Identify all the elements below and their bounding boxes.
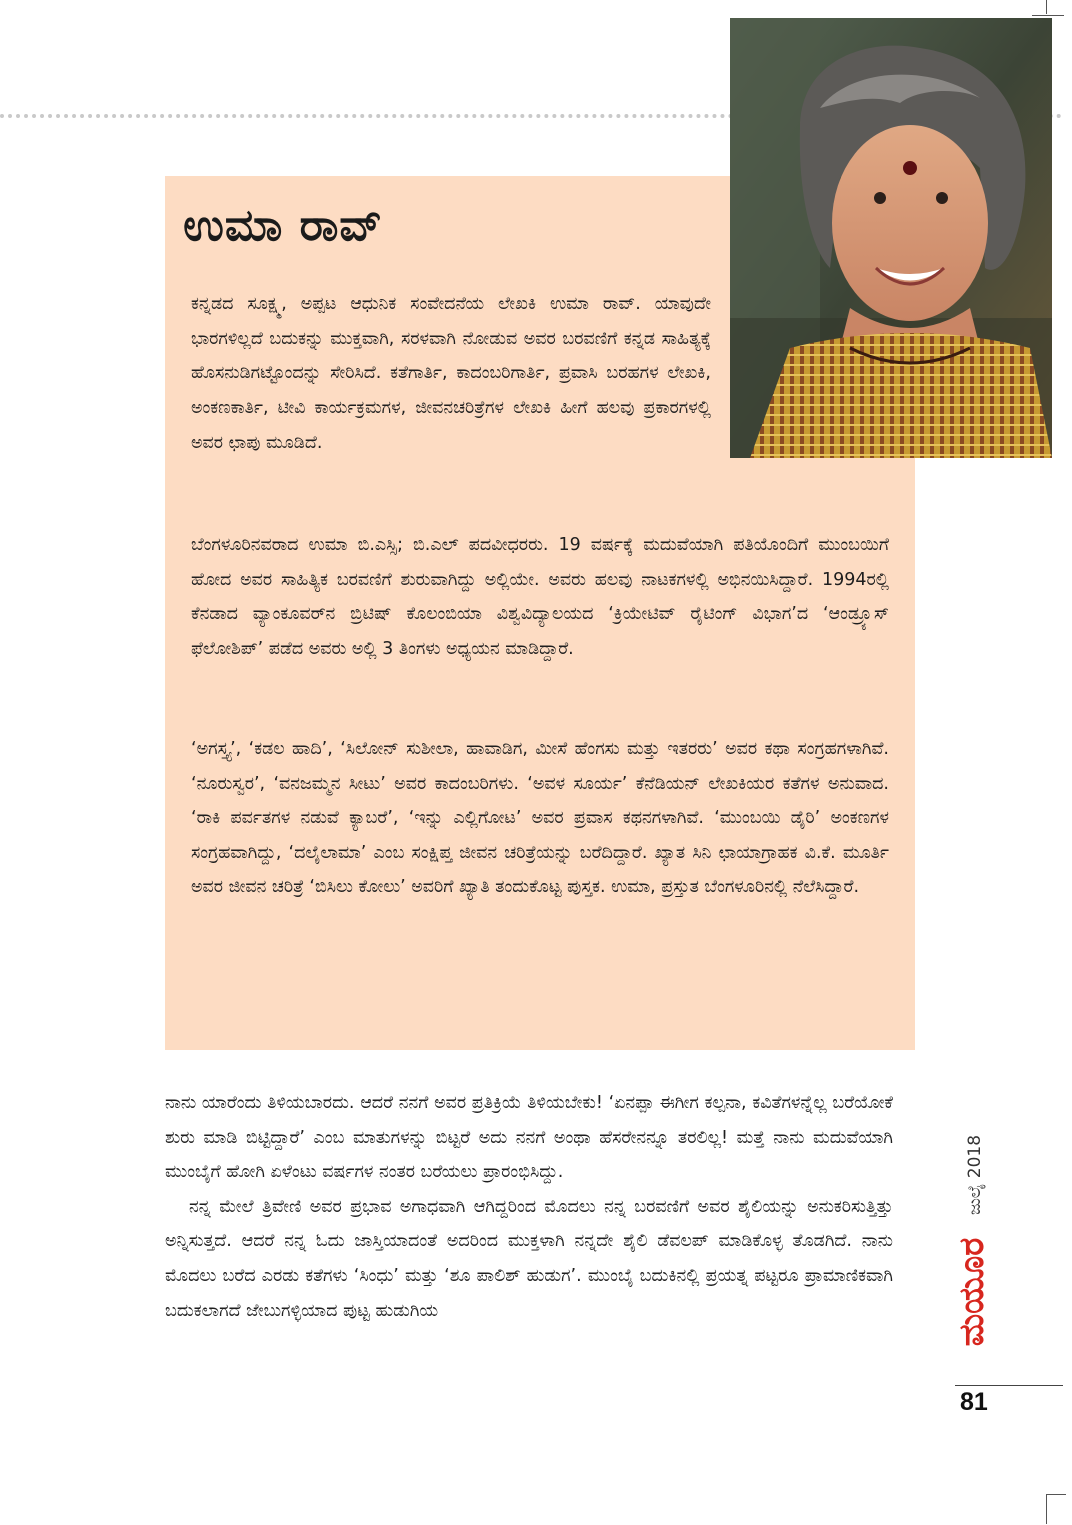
- bio-education-paragraph: ಬೆಂಗಳೂರಿನವರಾದ ಉಮಾ ಬಿ.ಎಸ್ಸಿ; ಬಿ.ಎಲ್ ಪದವೀಧರರು. 19 ವರ್ಷಕ್ಕೆ ಮದುವೆಯಾಗಿ ಪತಿಯೊಂದಿಗೆ ಮುಂಬಯಿಗೆ ಹೋದ ಅವರ ಸಾಹಿತ್ಯಿಕ ಬರವಣಿಗೆ ಶುರುವಾಗಿದ್ದು ಅಲ್ಲಿಯೇ. ಅವರು ಹಲವು ನಾಟಕಗಳಲ್ಲಿ ಅಭಿನಯಿಸಿದ್ದಾರೆ. 1994ರಲ್ಲಿ ಕೆನಡಾದ ವ್ಯಾಂಕೂವರ್‌ನ ಬ್ರಿಟಿಷ್ ಕೊಲಂಬಿಯಾ ವಿಶ್ವವಿದ್ಯಾಲಯದ ‘ಕ್ರಿಯೇಟಿವ್ ರೈಟಿಂಗ್ ವಿಭಾಗ’ದ ‘ಆಂಡ್ರ್ಯೂಸ್ ಫೆಲೋಶಿಪ್’ ಪಡೆದ ಅವರು ಅಲ್ಲಿ 3 ತಿಂಗಳು ಅಧ್ಯಯನ ಮಾಡಿದ್ದಾರೆ.: [191, 535, 889, 659]
- magazine-logo: ಮಯೂರ: [952, 1237, 992, 1347]
- page-number: 81: [960, 1388, 988, 1416]
- author-name-heading: ಉಮಾ ರಾವ್: [183, 200, 383, 251]
- article-body: [165, 1086, 893, 1328]
- bio-works-paragraph: ‘ಅಗಸ್ತ್ಯ’, ‘ಕಡಲ ಹಾದಿ’, ‘ಸಿಲೋನ್ ಸುಶೀಲಾ, ಹಾವಾಡಿಗ, ಮೀಸೆ ಹೆಂಗಸು ಮತ್ತು ಇತರರು’ ಅವರ ಕಥಾ ಸಂಗ್ರಹಗಳಾಗಿವೆ. ‘ನೂರುಸ್ವರ’, ‘ವನಜಮ್ಮನ ಸೀಟು’ ಅವರ ಕಾದಂಬರಿಗಳು. ‘ಅವಳ ಸೂರ್ಯ’ ಕೆನೆಡಿಯನ್ ಲೇಖಕಿಯರ ಕತೆಗಳ ಅನುವಾದ. ‘ರಾಕಿ ಪರ್ವತಗಳ ನಡುವೆ ಕ್ಯಾಬರೆ’, ‘ಇನ್ನು ಎಲ್ಲಿಗೋಟ’ ಅವರ ಪ್ರವಾಸ ಕಥನಗಳಾಗಿವೆ. ‘ಮುಂಬಯಿ ಡೈರಿ’ ಅಂಕಣಗಳ ಸಂಗ್ರಹವಾಗಿದ್ದು, ‘ದಲೈಲಾಮಾ’ ಎಂಬ ಸಂಕ್ಷಿಪ್ತ ಜೀವನ ಚರಿತ್ರೆಯನ್ನು ಬರೆದಿದ್ದಾರೆ. ಖ್ಯಾತ ಸಿನಿ ಛಾಯಾಗ್ರಾಹಕ ವಿ.ಕೆ. ಮೂರ್ತಿ ಅವರ ಜೀವನ ಚರಿತ್ರೆ ‘ಬಿಸಿಲು ಕೋಲು’ ಅವರಿಗೆ ಖ್ಯಾತಿ ತಂದುಕೊಟ್ಟ ಪುಸ್ತಕ. ಉಮಾ, ಪ್ರಸ್ತುತ ಬೆಂಗಳೂರಿನಲ್ಲಿ ನೆಲೆಸಿದ್ದಾರೆ.: [191, 739, 889, 897]
- crop-mark-top-right-horizontal: [1032, 15, 1064, 16]
- author-portrait: [730, 18, 1052, 458]
- bio-intro-paragraph: ಕನ್ನಡದ ಸೂಕ್ಷ್ಮ, ಅಪ್ಪಟ ಆಧುನಿಕ ಸಂವೇದನೆಯ ಲೇಖಕಿ ಉಮಾ ರಾವ್. ಯಾವುದೇ ಭಾರಗಳಿಲ್ಲದೆ ಬದುಕನ್ನು ಮುಕ್ತವಾಗಿ, ಸರಳವಾಗಿ ನೋಡುವ ಅವರ ಬರವಣಿಗೆ ಕನ್ನಡ ಸಾಹಿತ್ಯಕ್ಕೆ ಹೊಸನುಡಿಗಟ್ಟೊಂದನ್ನು ಸೇರಿಸಿದೆ. ಕತೆಗಾರ್ತಿ, ಕಾದಂಬರಿಗಾರ್ತಿ, ಪ್ರವಾಸಿ ಬರಹಗಳ ಲೇಖಕಿ, ಅಂಕಣಕಾರ್ತಿ, ಟೀವಿ ಕಾರ್ಯಕ್ರಮಗಳ, ಜೀವನಚರಿತ್ರೆಗಳ ಲೇಖಕಿ ಹೀಗೆ ಹಲವು ಪ್ರಕಾರಗಳಲ್ಲಿ ಅವರ ಛಾಪು ಮೂಡಿದೆ.: [191, 294, 711, 453]
- crop-mark-bottom-right-horizontal: [1046, 1494, 1066, 1495]
- article-paragraph: ನನ್ನ ಮೇಲೆ ತ್ರಿವೇಣಿ ಅವರ ಪ್ರಭಾವ ಅಗಾಧವಾಗಿ ಆಗಿದ್ದರಿಂದ ಮೊದಲು ನನ್ನ ಬರವಣಿಗೆ ಅವರ ಶೈಲಿಯನ್ನು ಅನುಕರಿಸುತ್ತಿತ್ತು ಅನ್ನಿಸುತ್ತದೆ. ಆದರೆ ನನ್ನ ಓದು ಜಾಸ್ತಿಯಾದಂತೆ ಅದರಿಂದ ಮುಕ್ತಳಾಗಿ ನನ್ನದೇ ಶೈಲಿ ಡೆವಲಪ್ ಮಾಡಿಕೊಳ್ಳ ತೊಡಗಿದೆ. ನಾನು ಮೊದಲು ಬರೆದ ಎರಡು ಕತೆಗಳು ‘ಸಿಂಧು’ ಮತ್ತು ‘ಶೂ ಪಾಲಿಶ್ ಹುಡುಗ’. ಮುಂಬೈ ಬದುಕಿನಲ್ಲಿ ಪ್ರಯತ್ನ ಪಟ್ಟರೂ ಪ್ರಾಮಾಣಿಕವಾಗಿ ಬದುಕಲಾಗದೆ ಜೇಬುಗಳ್ಳಿಯಾದ ಪುಟ್ಟ ಹುಡುಗಿಯ: [165, 1196, 893, 1321]
- crop-mark-top-right: [1046, 0, 1047, 14]
- crop-mark-bottom-right: [1046, 1494, 1047, 1524]
- article-paragraph: ನಾನು ಯಾರೆಂದು ತಿಳಿಯಬಾರದು. ಆದರೆ ನನಗೆ ಅವರ ಪ್ರತಿಕ್ರಿಯೆ ತಿಳಿಯಬೇಕು! ‘ಏನಪ್ಪಾ ಈಗೀಗ ಕಲ್ಪನಾ, ಕವಿತೆಗಳನ್ನೆಲ್ಲ ಬರೆಯೋಕೆ ಶುರು ಮಾಡಿ ಬಿಟ್ಟಿದ್ದಾರೆ’ ಎಂಬ ಮಾತುಗಳನ್ನು ಬಿಟ್ಟರೆ ಅದು ನನಗೆ ಅಂಥಾ ಹೆಸರೇನನ್ನೂ ತರಲಿಲ್ಲ! ಮತ್ತೆ ನಾನು ಮದುವೆಯಾಗಿ ಮುಂಬೈಗೆ ಹೋಗಿ ಏಳೆಂಟು ವರ್ಷಗಳ ನಂತರ ಬರೆಯಲು ಪ್ರಾರಂಭಿಸಿದ್ದು.: [165, 1093, 893, 1183]
- folio-divider: [955, 1385, 1063, 1386]
- issue-date: ಜುಲೈ 2018: [965, 1134, 985, 1216]
- author-portrait-image: [730, 18, 1052, 458]
